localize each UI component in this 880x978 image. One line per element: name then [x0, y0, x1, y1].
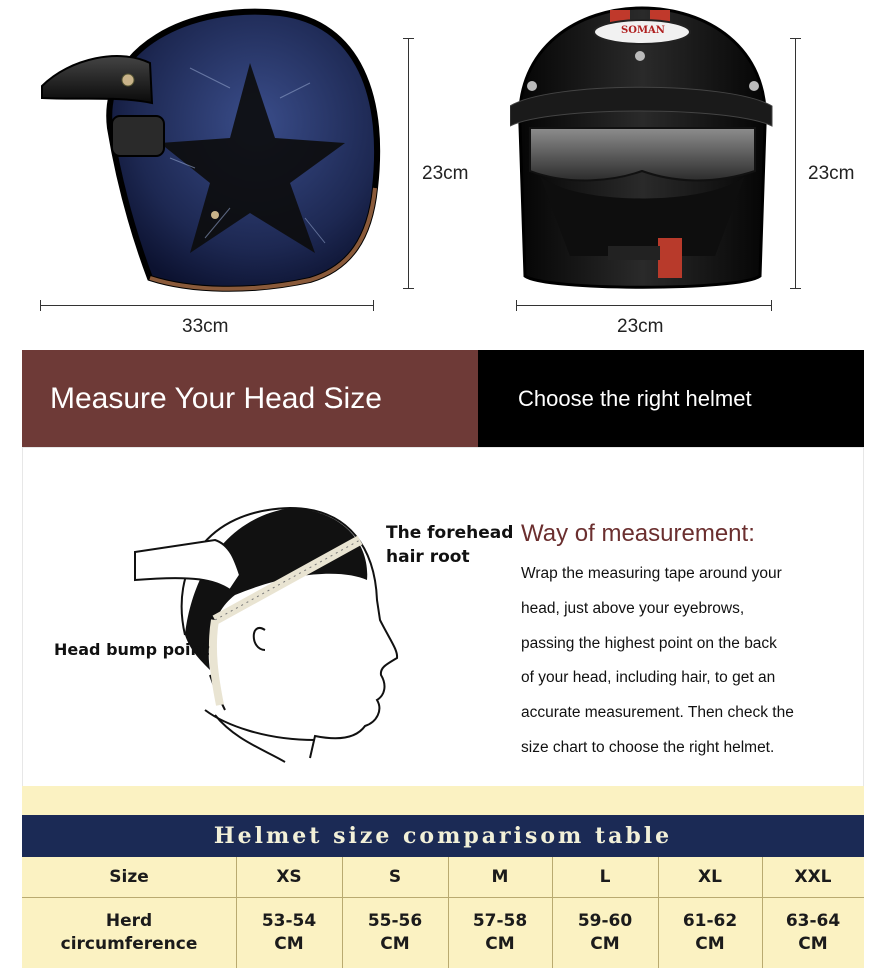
left-height-tick-top — [403, 38, 414, 39]
right-height-label: 23cm — [808, 163, 855, 184]
size-cell-xs: XS — [276, 866, 302, 887]
circumference-cell-xxl — [762, 897, 864, 968]
head-bump-label: Head bump point — [54, 640, 210, 659]
right-height-tick-bottom — [790, 288, 801, 289]
table-header-circumference — [22, 897, 236, 968]
size-cell-m: M — [491, 866, 509, 887]
circumference-cell-xl — [658, 897, 762, 968]
size-table-title: Helmet size comparisom table — [22, 815, 864, 857]
size-cell-s: S — [388, 866, 402, 887]
measurement-instruction-line: size chart to choose the right helmet. — [521, 739, 775, 756]
circumference-header-line1: Herd — [105, 911, 153, 932]
left-width-tick-left — [40, 300, 41, 311]
right-height-dimension-line — [795, 38, 796, 288]
circumference-unit: CM — [798, 933, 828, 954]
circumference-unit: CM — [380, 933, 410, 954]
circumference-cell-s — [342, 897, 448, 968]
circumference-range: 53-54 — [261, 911, 317, 932]
measurement-instruction-line: passing the highest point on the back — [521, 635, 777, 652]
right-width-label: 23cm — [617, 316, 664, 337]
way-of-measurement-title: Way of measurement: — [521, 520, 755, 547]
size-cell-l: L — [599, 866, 611, 887]
left-height-label: 23cm — [422, 163, 469, 184]
right-width-dimension-line — [516, 305, 772, 306]
measurement-instruction-line: of your head, including hair, to get an — [521, 669, 776, 686]
measurement-instruction-line: Wrap the measuring tape around your — [521, 565, 782, 582]
head-measurement-diagram — [115, 500, 415, 770]
helmet-brand-logo: SOMAN — [621, 25, 665, 36]
size-cell-xl: XL — [698, 866, 722, 887]
measurement-instruction-line: head, just above your eyebrows, — [521, 600, 745, 617]
circumference-unit: CM — [695, 933, 725, 954]
table-header-size: Size — [109, 866, 149, 887]
size-cell-xxl: XXL — [794, 866, 832, 887]
measurement-instruction-line: accurate measurement. Then check the — [521, 704, 794, 721]
circumference-range: 61-62 — [682, 911, 738, 932]
forehead-label-line1: The forehead — [386, 523, 514, 543]
circumference-unit: CM — [485, 933, 515, 954]
circumference-cell-xs — [236, 897, 342, 968]
circumference-range: 55-56 — [367, 911, 423, 932]
helmet-front-view-image — [510, 6, 775, 296]
right-width-tick-right — [771, 300, 772, 311]
product-photos — [0, 0, 880, 342]
circumference-cell-l — [552, 897, 658, 968]
forehead-label-line2: hair root — [386, 547, 470, 567]
circumference-unit: CM — [274, 933, 304, 954]
banner-choose-helmet: Choose the right helmet — [478, 350, 864, 447]
circumference-range: 59-60 — [577, 911, 633, 932]
right-width-tick-left — [516, 300, 517, 311]
circumference-range: 63-64 — [785, 911, 841, 932]
left-width-dimension-line — [40, 305, 374, 306]
helmet-side-view-image — [40, 8, 390, 298]
left-width-label: 33cm — [182, 316, 229, 337]
left-height-tick-bottom — [403, 288, 414, 289]
right-height-tick-top — [790, 38, 801, 39]
circumference-header-line2: circumference — [60, 933, 198, 954]
size-table-grid — [22, 857, 864, 968]
left-width-tick-right — [373, 300, 374, 311]
circumference-range: 57-58 — [472, 911, 528, 932]
banner-measure-head-size: Measure Your Head Size — [22, 350, 478, 447]
circumference-unit: CM — [590, 933, 620, 954]
circumference-cell-m — [448, 897, 552, 968]
left-height-dimension-line — [408, 38, 409, 288]
